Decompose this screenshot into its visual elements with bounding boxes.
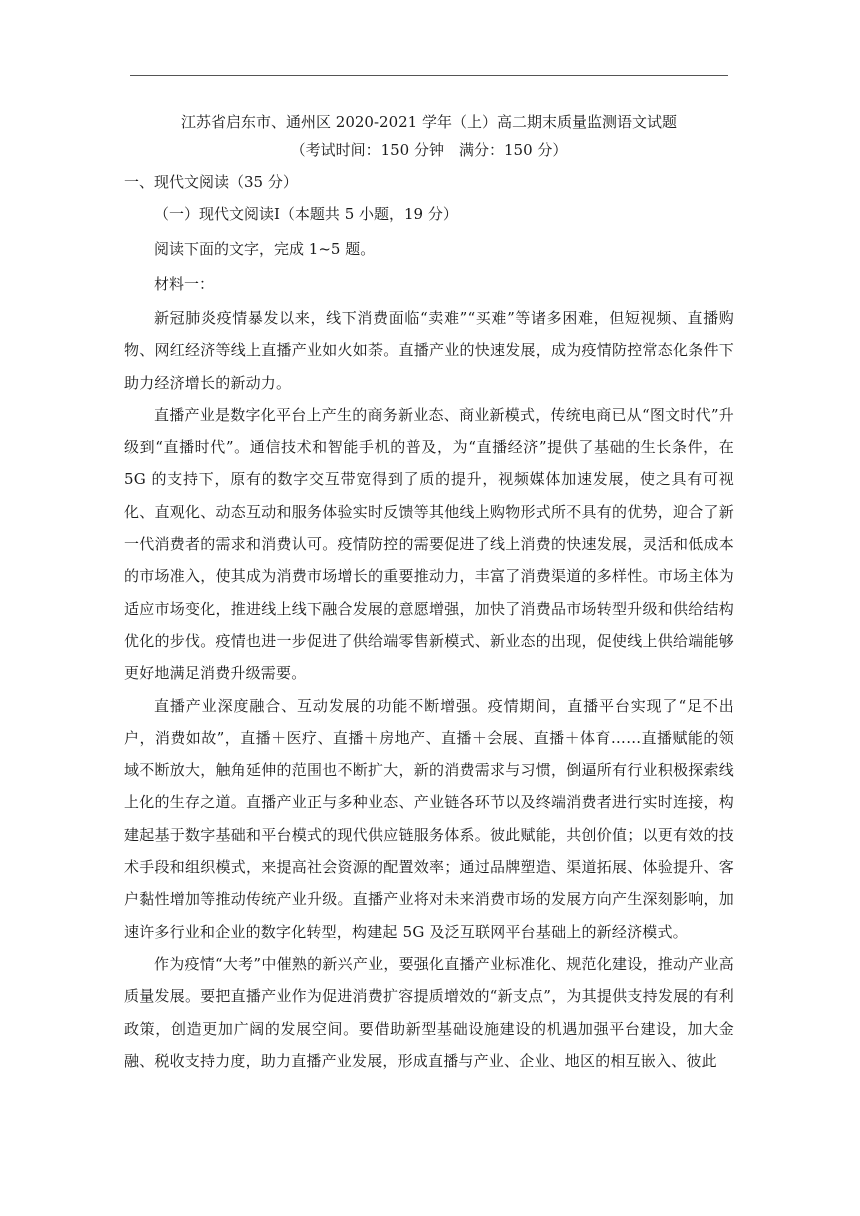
paragraph-3: 直播产业深度融合、互动发展的功能不断增强。疫情期间，直播平台实现了“足不出户，消费如故”，直播＋医疗、直播＋房地产、直播＋会展、直播＋体育……直播赋能的领域不断放大，触角延伸的范围也不断扩大，新的消费需求与习惯，倒逼所有行业积极探索线上化的生存之道。直播产业正与多种业态、产业链各环节以及终端消费者进行实时连接，构建起基于数字基础和平台模式的现代供应链服务体系。彼此赋能，共创价值；以更有效的技术手段和组织模式，来提高社会资源的配置效率；通过品牌塑造、渠道拓展、体验提升、客户黏性增加等推动传统产业升级。直播产业将对未来消费市场的发展方向产生深刻影响，加速许多行业和企业的数字化转型，构建起 5G 及泛互联网平台基础上的新经济模式。 xyxy=(124,696,734,941)
exam-subtitle: （考试时间：150 分钟 满分：150 分） xyxy=(290,141,568,159)
exam-title: 江苏省启东市、通州区 2020-2021 学年（上）高二期末质量监测语文试题 xyxy=(181,113,677,131)
paragraph-1: 新冠肺炎疫情暴发以来，线下消费面临“卖难”“买难”等诸多困难，但短视频、直播购物、网红经济等线上直播产业如火如荼。直播产业的快速发展，成为疫情防控常态化条件下助力经济增长的新动力。 xyxy=(124,309,734,392)
subsection-heading: （一）现代文阅读Ⅰ（本题共 5 小题，19 分） xyxy=(154,205,458,223)
material-label: 材料一： xyxy=(154,275,215,293)
reading-instruction: 阅读下面的文字，完成 1~5 题。 xyxy=(154,240,376,258)
paragraph-2: 直播产业是数字化平台上产生的商务新业态、商业新模式，传统电商已从“图文时代”升级到“直播时代”。通信技术和智能手机的普及，为“直播经济”提供了基础的生长条件，在 5G 的支持下，原有的数字交互带宽得到了质的提升，视频媒体加速发展，使之具有可视化、直观化、动态互动和服务体验实时反馈等其他线上购物形式所不具有的优势，迎合了新一代消费者的需求和消费认可。疫情防控的需要促进了线上消费的快速发展，灵活和低成本的市场准入，使其成为消费市场增长的重要推动力，丰富了消费渠道的多样性。市场主体为适应市场变化，推进线上线下融合发展的意愿增强，加快了消费品市场转型升级和供给结构优化的步伐。疫情也进一步促进了供给端零售新模式、新业态的出现，促使线上供给端能够更好地满足消费升级需要。 xyxy=(124,405,734,683)
header-rule xyxy=(130,75,728,76)
document-body xyxy=(124,108,734,1077)
section-heading: 一、现代文阅读（35 分） xyxy=(124,173,298,191)
paragraph-4: 作为疫情“大考”中催熟的新兴产业，要强化直播产业标准化、规范化建设，推动产业高质量发展。要把直播产业作为促进消费扩容提质增效的“新支点”，为其提供支持发展的有利政策，创造更加广阔的发展空间。要借助新型基础设施建设的机遇加强平台建设，加大金融、税收支持力度，助力直播产业发展，形成直播与产业、企业、地区的相互嵌入、彼此 xyxy=(124,954,734,1070)
